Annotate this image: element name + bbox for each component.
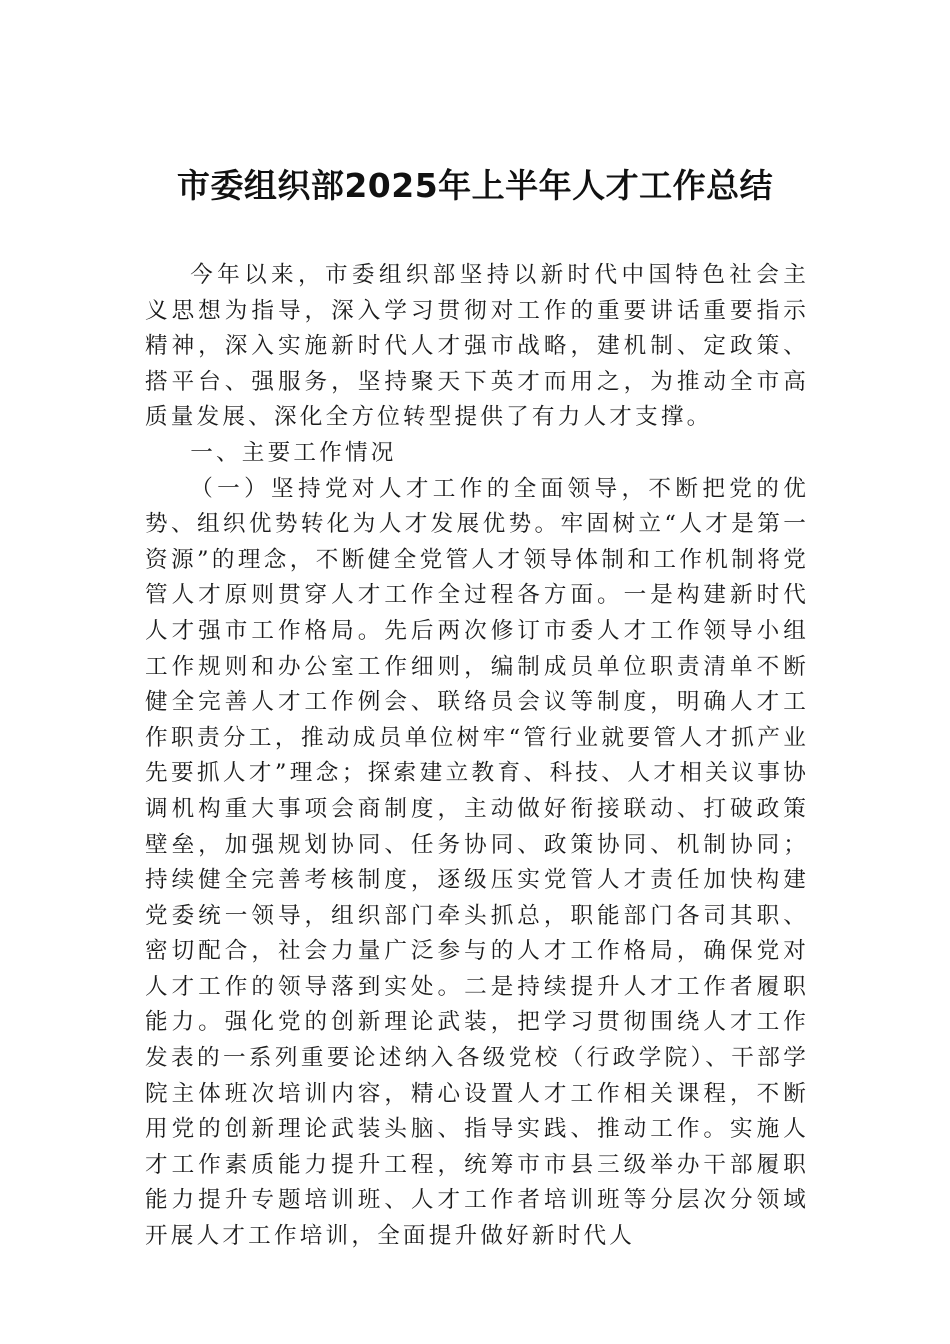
section-heading: 一、主要工作情况	[190, 439, 397, 466]
intro-paragraph: 今年以来，市委组织部坚持以新时代中国特色社会主义思想为指导，深入学习贯彻对工作的重要讲话重要指示精神，深入实施新时代人才强市战略，建机制、定政策、搭平台、强服务，坚持聚天下英才而用之，为推动全市高质量发展、深化全方位转型提供了有力人才支撑。	[145, 262, 809, 431]
subsection-paragraph: （一）坚持党对人才工作的全面领导，不断把党的优势、组织优势转化为人才发展优势。牢固树立“人才是第一资源”的理念，不断健全党管人才领导体制和工作机制将党管人才原则贯穿人才工作全过程各方面。一是构建新时代人才强市工作格局。先后两次修订市委人才工作领导小组工作规则和办公室工作细则，编制成员单位职责清单不断健全完善人才工作例会、联络员会议等制度，明确人才工作职责分工，推动成员单位树牢“管行业就要管人才抓产业先要抓人才”理念；探索建立教育、科技、人才相关议事协调机构重大事项会商制度，主动做好衔接联动、打破政策壁垒，加强规划协同、任务协同、政策协同、机制协同；持续健全完善考核制度，逐级压实党管人才责任加快构建党委统一领导，组织部门牵头抓总，职能部门各司其职、密切配合，社会力量广泛参与的人才工作格局，确保党对人才工作的领导落到实处。二是持续提升人才工作者履职能力。强化党的创新理论武装，把学习贯彻围绕人才工作发表的一系列重要论述纳入各级党校（行政学院）、干部学院主体班次培训内容，精心设置人才工作相关课程，不断用党的创新理论武装头脑、指导实践、推动工作。实施人才工作素质能力提升工程，统筹市市县三级举办干部履职能力提升专题培训班、人才工作者培训班等分层次分领域开展人才工作培训，全面提升做好新时代人	[145, 475, 809, 1250]
document-title: 市委组织部2025年上半年人才工作总结	[176, 166, 774, 205]
document-body	[145, 258, 809, 1255]
